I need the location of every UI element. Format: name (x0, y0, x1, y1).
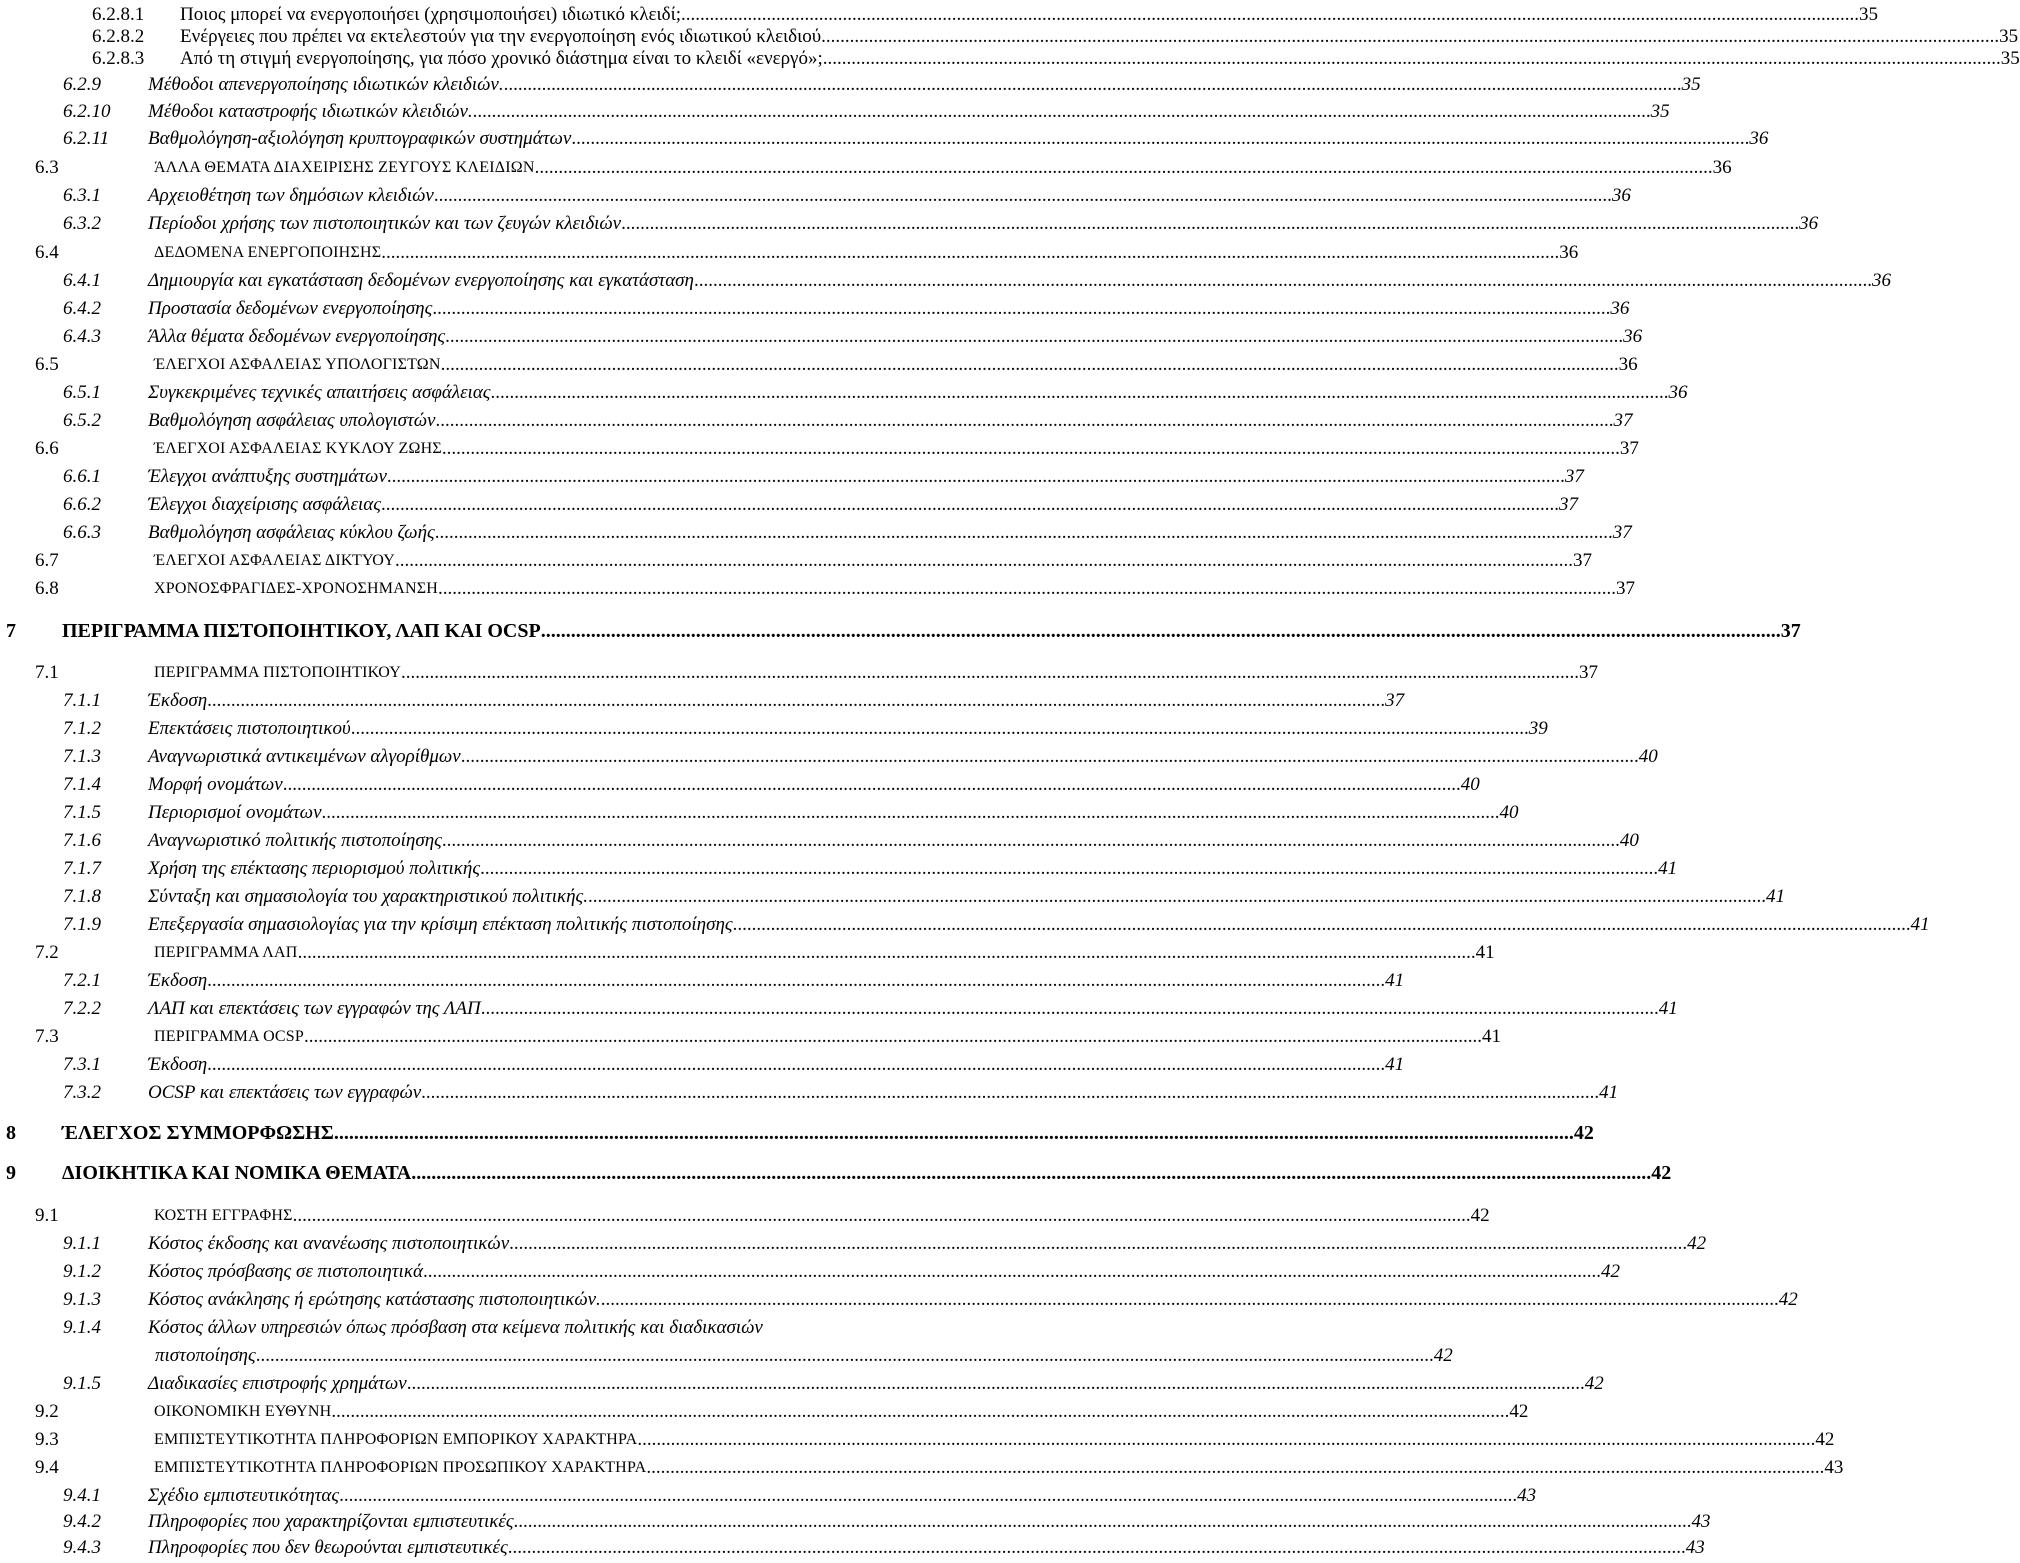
toc-page: 36 (1611, 185, 1631, 206)
toc-leader-line (154, 1399, 1529, 1425)
toc-number: 7.1.3 (63, 746, 101, 767)
toc-number: 6.2.8.2 (92, 26, 145, 47)
toc-leader-line (148, 408, 1633, 434)
toc-page: 42 (1687, 1233, 1707, 1254)
toc-entry[interactable] (0, 940, 1495, 968)
toc-title: ΠΕΡΙΓΡΑΜΜΑ ΠΙΣΤΟΠΟΙΗΤΙΚΟΥ (154, 664, 402, 681)
toc-leader-line (148, 1371, 1604, 1397)
toc-page: 42 (1509, 1401, 1529, 1422)
toc-title: ΈΛΕΓΧΟΙ ΑΣΦΑΛΕΙΑΣ ΥΠΟΛΟΓΙΣΤΩΝ (154, 356, 441, 373)
toc-page: 40 (1499, 802, 1519, 823)
toc-page: 36 (1559, 242, 1579, 263)
toc-title: Κόστος έκδοσης και ανανέωσης πιστοποιητικών (148, 1233, 510, 1254)
toc-entry[interactable] (0, 1080, 1619, 1108)
toc-page: 36 (1799, 213, 1819, 234)
toc-number: 9.4.1 (63, 1485, 101, 1506)
toc-entry[interactable] (0, 240, 1579, 268)
toc-page: 37 (1573, 550, 1593, 571)
toc-page: 37 (1564, 466, 1584, 487)
toc-leader-line (148, 772, 1480, 798)
toc-number: 9.1.5 (63, 1373, 101, 1394)
toc-entry[interactable] (0, 856, 1678, 884)
toc-number: 7.1.7 (63, 858, 101, 879)
toc-leader-line (154, 436, 1639, 462)
toc-leader-line (148, 744, 1658, 770)
toc-title: Αναγνωριστικό πολιτικής πιστοποίησης (148, 830, 442, 851)
toc-leader-line (148, 1080, 1619, 1106)
toc-page: 43 (1691, 1511, 1711, 1532)
toc-leader-line (148, 72, 1701, 98)
toc-entry[interactable] (0, 1427, 1835, 1455)
toc-page: 35 (1999, 26, 2019, 47)
toc-entry[interactable] (0, 716, 1548, 744)
toc-number: 6.6.1 (63, 466, 101, 487)
toc-entry[interactable] (0, 408, 1633, 436)
toc-entry[interactable] (0, 72, 1701, 100)
toc-entry[interactable] (0, 46, 2020, 74)
toc-page: 37 (1616, 578, 1635, 599)
toc-number: 6.3.1 (63, 185, 101, 206)
toc-number: 6.8 (35, 578, 59, 599)
toc-entry[interactable] (0, 1203, 1490, 1231)
toc-title: Βαθμολόγηση ασφάλειας υπολογιστών (148, 410, 436, 431)
toc-title: Προστασία δεδομένων ενεργοποίησης (148, 298, 433, 319)
toc-leader-line (154, 548, 1593, 574)
toc-title: Σχέδιο εμπιστευτικότητας (148, 1485, 340, 1506)
toc-title: ΠΕΡΙΓΡΑΜΜΑ ΠΙΣΤΟΠΟΙΗΤΙΚΟΥ, ΛΑΠ ΚΑΙ OCSP (62, 620, 541, 642)
toc-page: 41 (1475, 942, 1495, 963)
toc-number: 6.5.1 (63, 382, 101, 403)
toc-number: 6.4.1 (63, 270, 101, 291)
toc-title: ΚΟΣΤΗ ΕΓΓΡΑΦΗΣ (154, 1207, 293, 1224)
toc-entry[interactable] (0, 324, 1643, 352)
toc-number: 9.4 (35, 1457, 59, 1478)
toc-number: 9.4.3 (63, 1537, 101, 1558)
toc-page: 37 (1613, 410, 1633, 431)
toc-leader-line (62, 1120, 1594, 1146)
toc-page: 36 (1623, 326, 1643, 347)
toc-entry[interactable] (0, 183, 1631, 211)
toc-number: 7.1.9 (63, 914, 101, 935)
toc-entry[interactable] (0, 1287, 1798, 1315)
toc-entry[interactable] (0, 380, 1688, 408)
toc-number: 7.3.2 (63, 1082, 101, 1103)
toc-number: 6.3.2 (63, 213, 101, 234)
toc-entry[interactable] (0, 968, 1405, 996)
toc-title: Κόστος πρόσβασης σε πιστοποιητικά (148, 1261, 423, 1282)
toc-leader-line (148, 99, 1670, 125)
toc-number: 6.5.2 (63, 410, 101, 431)
toc-leader-line (154, 660, 1599, 686)
toc-entry[interactable] (0, 912, 1930, 940)
toc-entry[interactable] (0, 1024, 1501, 1052)
toc-entry[interactable] (0, 1231, 1707, 1259)
toc-title: Μέθοδοι καταστροφής ιδιωτικών κλειδιών. (148, 101, 473, 122)
toc-entry[interactable] (0, 520, 1632, 548)
toc-page: 41 (1599, 1082, 1619, 1103)
toc-entry[interactable] (0, 296, 1630, 324)
toc-entry[interactable] (0, 688, 1405, 716)
toc-leader-line (155, 1343, 1453, 1369)
toc-entry[interactable] (0, 1455, 1844, 1483)
toc-page: 41 (1481, 1026, 1501, 1047)
toc-page: 40 (1638, 746, 1658, 767)
toc-leader-line (154, 940, 1495, 966)
toc-number: 6.6.2 (63, 494, 101, 515)
toc-number: 6.6 (35, 438, 59, 459)
toc-title: Μέθοδοι απενεργοποίησης ιδιωτικών κλειδιών. (148, 74, 504, 95)
toc-title: Από τη στιγμή ενεργοποίησης, για πόσο χρονικό διάστημα είναι το κλειδί «ενεργό»; (180, 48, 823, 69)
toc-number: 7.1.4 (63, 774, 101, 795)
toc-page: 43 (1685, 1537, 1705, 1558)
toc-leader-line (62, 618, 1801, 644)
toc-number: 7.2.1 (63, 970, 101, 991)
toc-leader-line (148, 1259, 1620, 1285)
toc-number: 9.3 (35, 1429, 59, 1450)
toc-title: ΔΕΔΟΜΕΝΑ ΕΝΕΡΓΟΠΟΙΗΣΗΣ (154, 244, 382, 261)
toc-title: ΈΛΕΓΧΟΙ ΑΣΦΑΛΕΙΑΣ ΚΥΚΛΟΥ ΖΩΗΣ (154, 440, 442, 457)
toc-title: ΧΡΟΝΟΣΦΡΑΓΙΔΕΣ-ΧΡΟΝΟΣΗΜΑΝΣΗ (154, 580, 438, 597)
toc-title: ΔΙΟΙΚΗΤΙΚΑ ΚΑΙ ΝΟΜΙΚΑ ΘΕΜΑΤΑ (62, 1162, 412, 1184)
toc-number: 9.1.2 (63, 1261, 101, 1282)
toc-title: Έλεγχοι διαχείρισης ασφάλειας (148, 494, 381, 515)
toc-entry[interactable] (0, 492, 1578, 520)
toc-page: 36 (1610, 298, 1630, 319)
toc-page: 39 (1528, 718, 1548, 739)
toc-entry[interactable] (0, 352, 1638, 380)
toc-leader-line (148, 464, 1584, 490)
toc-title: ΕΜΠΙΣΤΕΥΤΙΚΟΤΗΤΑ ΠΛΗΡΟΦΟΡΙΩΝ ΕΜΠΟΡΙΚΟΥ ΧΑΡΑΚΤΗΡΑ (154, 1431, 638, 1448)
toc-page: 41 (1766, 886, 1786, 907)
toc-page: 43 (1824, 1457, 1844, 1478)
toc-number: 7.2 (35, 942, 59, 963)
toc-leader-line (148, 296, 1630, 322)
toc-page: 37 (1558, 494, 1578, 515)
toc-number: 9.1.4 (63, 1317, 101, 1338)
toc-entry[interactable] (0, 828, 1639, 856)
toc-page: 36 (1871, 270, 1891, 291)
toc-title: Συγκεκριμένες τεχνικές απαιτήσεις ασφάλειας (148, 382, 491, 403)
toc-title: ΕΜΠΙΣΤΕΥΤΙΚΟΤΗΤΑ ΠΛΗΡΟΦΟΡΙΩΝ ΠΡΟΣΩΠΙΚΟΥ ΧΑΡΑΚΤΗΡΑ (154, 1459, 647, 1476)
toc-leader-line (148, 1052, 1405, 1078)
toc-entry[interactable] (0, 1371, 1604, 1399)
toc-entry[interactable] (0, 884, 1786, 912)
toc-title: Έκδοση (148, 1054, 208, 1075)
toc-number: 6.4 (35, 242, 59, 263)
toc-number: 7.1.6 (63, 830, 101, 851)
toc-title: Έκδοση (148, 690, 208, 711)
toc-leader-line (148, 126, 1769, 152)
toc-title: Κόστος ανάκλησης ή ερώτησης κατάστασης πιστοποιητικών. (148, 1289, 601, 1310)
toc-title: Μορφή ονομάτων (148, 774, 283, 795)
toc-title: OCSP και επεκτάσεις των εγγραφών (148, 1082, 422, 1103)
toc-entry[interactable] (0, 744, 1658, 772)
toc-entry[interactable] (0, 548, 1593, 576)
toc-number: 6.3 (35, 157, 59, 178)
toc-title: ΈΛΕΓΧΟΣ ΣΥΜΜΟΡΦΩΣΗΣ (62, 1122, 334, 1144)
toc-entry[interactable] (0, 1052, 1405, 1080)
toc-entry[interactable] (0, 1509, 1711, 1537)
toc-entry[interactable] (0, 155, 1732, 183)
toc-title: Κόστος άλλων υπηρεσιών όπως πρόσβαση στα κείμενα πολιτικής και διαδικασιών (148, 1317, 763, 1338)
toc-number: 7.3.1 (63, 1054, 101, 1075)
toc-page: 41 (1658, 858, 1678, 879)
toc-entry[interactable] (0, 1120, 1594, 1148)
toc-entry[interactable] (0, 772, 1480, 800)
toc-leader-line (148, 520, 1632, 546)
toc-page: 36 (1712, 157, 1732, 178)
toc-number: 7.1 (35, 662, 59, 683)
toc-page: 35 (1858, 4, 1878, 25)
toc-title: Επεξεργασία σημασιολογίας για την κρίσιμη επέκταση πολιτικής πιστοποίησης (148, 914, 733, 935)
toc-number: 7.1.1 (63, 690, 101, 711)
toc-page: 42 (1778, 1289, 1798, 1310)
toc-title: Ενέργειες που πρέπει να εκτελεστούν για την ενεργοποίηση ενός ιδιωτικού κλειδιού (180, 26, 822, 47)
toc-leader-line (148, 968, 1405, 994)
toc-title: ΠΕΡΙΓΡΑΜΜΑ ΛΑΠ (154, 944, 298, 961)
toc-entry[interactable] (0, 1399, 1529, 1427)
toc-title: Έλεγχοι ανάπτυξης συστημάτων (148, 466, 387, 487)
toc-page: 41 (1385, 1054, 1405, 1075)
toc-entry[interactable] (0, 660, 1599, 688)
toc-title: Περίοδοι χρήσης των πιστοποιητικών και των ζευγών κλειδιών (148, 213, 622, 234)
toc-number: 9.1.1 (63, 1233, 101, 1254)
toc-entry[interactable] (0, 436, 1639, 464)
toc-number: 6.4.2 (63, 298, 101, 319)
toc-leader-line (62, 1160, 1672, 1186)
toc-leader-line (148, 716, 1548, 742)
toc-leader-line (148, 688, 1405, 714)
toc-number: 6.2.9 (63, 74, 101, 95)
toc-number: 6.5 (35, 354, 59, 375)
toc-number: 7.1.2 (63, 718, 101, 739)
toc-number: 6.2.8.3 (92, 48, 145, 69)
toc-title: ΠΕΡΙΓΡΑΜΜΑ OCSP (154, 1028, 304, 1045)
toc-entry[interactable] (0, 1483, 1537, 1511)
toc-title: Αναγνωριστικά αντικειμένων αλγορίθμων (148, 746, 461, 767)
toc-title: Αρχειοθέτηση των δημόσιων κλειδιών (148, 185, 434, 206)
toc-leader-line (148, 800, 1519, 826)
toc-entry[interactable] (0, 1535, 1705, 1563)
toc-page: 41 (1385, 970, 1405, 991)
toc-number: 7.3 (35, 1026, 59, 1047)
toc-page: 37 (1612, 522, 1632, 543)
toc-title: Πληροφορίες που δεν θεωρούνται εμπιστευτικές (148, 1537, 508, 1558)
toc-entry[interactable] (0, 464, 1584, 492)
toc-leader-line (148, 1509, 1711, 1535)
toc-page: 35 (1650, 101, 1670, 122)
toc-leader-line (148, 1535, 1705, 1561)
toc-title: ΟΙΚΟΝΟΜΙΚΗ ΕΥΘΥΝΗ (154, 1403, 332, 1420)
toc-leader-line (154, 1024, 1501, 1050)
toc-leader-line (148, 856, 1678, 882)
toc-entry[interactable] (0, 800, 1519, 828)
toc-entry[interactable] (0, 1160, 1672, 1188)
toc-number: 9 (6, 1162, 16, 1184)
toc-entry[interactable] (0, 211, 1819, 239)
toc-title: Ποιος μπορεί να ενεργοποιήσει (χρησιμοποιήσει) ιδιωτικό κλειδί; (180, 4, 681, 25)
toc-entry[interactable] (0, 996, 1678, 1024)
toc-number: 7.1.5 (63, 802, 101, 823)
toc-entry[interactable] (0, 576, 1635, 604)
toc-title: Επεκτάσεις πιστοποιητικού (148, 718, 351, 739)
toc-leader-line (180, 46, 2020, 72)
toc-number: 6.2.10 (63, 101, 111, 122)
toc-leader-line (148, 1231, 1707, 1257)
toc-page: 37 (1579, 662, 1599, 683)
toc-number: 9.1 (35, 1205, 59, 1226)
toc-page: 35 (2000, 48, 2020, 69)
toc-entry[interactable] (0, 1315, 1453, 1371)
toc-page: 42 (1651, 1162, 1672, 1184)
toc-leader-line (148, 1287, 1798, 1313)
toc-leader-line (148, 828, 1639, 854)
toc-title: ΆΛΛΑ ΘΕΜΑΤΑ ΔΙΑΧΕΙΡΙΣΗΣ ΖΕΥΓΟΥΣ ΚΛΕΙΔΙΩΝ (154, 159, 535, 176)
toc-number: 6.4.3 (63, 326, 101, 347)
toc-page: 35 (1681, 74, 1701, 95)
toc-title: Πληροφορίες που χαρακτηρίζονται εμπιστευτικές (148, 1511, 514, 1532)
toc-title: Βαθμολόγηση-αξιολόγηση κρυπτογραφικών συστημάτων (148, 128, 572, 149)
toc-page: 36 (1668, 382, 1688, 403)
toc-number: 7.1.8 (63, 886, 101, 907)
toc-entry[interactable] (0, 126, 1769, 154)
toc-page: 43 (1517, 1485, 1537, 1506)
toc-leader-line (148, 884, 1786, 910)
toc-page: 41 (1910, 914, 1930, 935)
toc-leader-line (154, 240, 1579, 266)
toc-page: 42 (1470, 1205, 1490, 1226)
toc-leader-line (154, 1203, 1490, 1229)
toc-page: 40 (1460, 774, 1480, 795)
toc-leader-line (148, 183, 1631, 209)
toc-page: 41 (1658, 998, 1678, 1019)
toc-leader-line (154, 1427, 1835, 1453)
toc-title: Χρήση της επέκτασης περιορισμού πολιτικής (148, 858, 481, 879)
toc-number: 7 (6, 620, 16, 642)
toc-page: 37 (1619, 438, 1639, 459)
toc-entry[interactable] (0, 268, 1891, 296)
toc-title: Δημιουργία και εγκατάσταση δεδομένων ενεργοποίησης και εγκατάσταση (148, 270, 694, 291)
toc-title: Περιορισμοί ονομάτων (148, 802, 322, 823)
toc-number: 8 (6, 1122, 16, 1144)
toc-page: 42 (1600, 1261, 1620, 1282)
toc-entry[interactable] (0, 1259, 1620, 1287)
toc-leader-line (148, 492, 1578, 518)
toc-number: 9.4.2 (63, 1511, 101, 1532)
toc-title: Διαδικασίες επιστροφής χρημάτων (148, 1373, 407, 1394)
toc-page: 37 (1780, 620, 1801, 642)
toc-number: 7.2.2 (63, 998, 101, 1019)
toc-entry[interactable] (0, 99, 1670, 127)
toc-leader-line (154, 155, 1732, 181)
toc-title: Βαθμολόγηση ασφάλειας κύκλου ζωής (148, 522, 435, 543)
toc-leader-line (148, 268, 1891, 294)
toc-title: ΈΛΕΓΧΟΙ ΑΣΦΑΛΕΙΑΣ ΔΙΚΤΥΟΥ (154, 552, 396, 569)
toc-page: 37 (1385, 690, 1405, 711)
toc-leader-line (148, 380, 1688, 406)
toc-number: 6.6.3 (63, 522, 101, 543)
toc-leader-line (148, 324, 1643, 350)
toc-page: 42 (1815, 1429, 1835, 1450)
toc-page: 42 (1573, 1122, 1594, 1144)
toc-entry[interactable] (0, 618, 1801, 646)
toc-title: Άλλα θέματα δεδομένων ενεργοποίησης (148, 326, 446, 347)
toc-page: 42 (1584, 1373, 1604, 1394)
toc-leader-line (154, 576, 1635, 602)
toc-leader-line (148, 1483, 1537, 1509)
toc-page: 42 (1433, 1345, 1453, 1366)
toc-leader-line (148, 211, 1819, 237)
toc-title: ΛΑΠ και επεκτάσεις των εγγραφών της ΛΑΠ (148, 998, 481, 1019)
toc-title-continued: πιστοποίησης (155, 1345, 256, 1366)
toc-number: 9.2 (35, 1401, 59, 1422)
toc-title: Σύνταξη και σημασιολογία του χαρακτηριστικού πολιτικής. (148, 886, 589, 907)
toc-number: 9.1.3 (63, 1289, 101, 1310)
toc-leader-line (154, 352, 1638, 378)
toc-leader-line (154, 1455, 1844, 1481)
toc-page: 36 (1749, 128, 1769, 149)
toc-number: 6.7 (35, 550, 59, 571)
toc-page: 40 (1619, 830, 1639, 851)
toc-leader-line (148, 996, 1678, 1022)
toc-page: 36 (1618, 354, 1638, 375)
toc-title: Έκδοση (148, 970, 208, 991)
toc-number: 6.2.8.1 (92, 4, 145, 25)
toc-number: 6.2.11 (63, 128, 110, 149)
toc-leader-line (148, 912, 1930, 938)
